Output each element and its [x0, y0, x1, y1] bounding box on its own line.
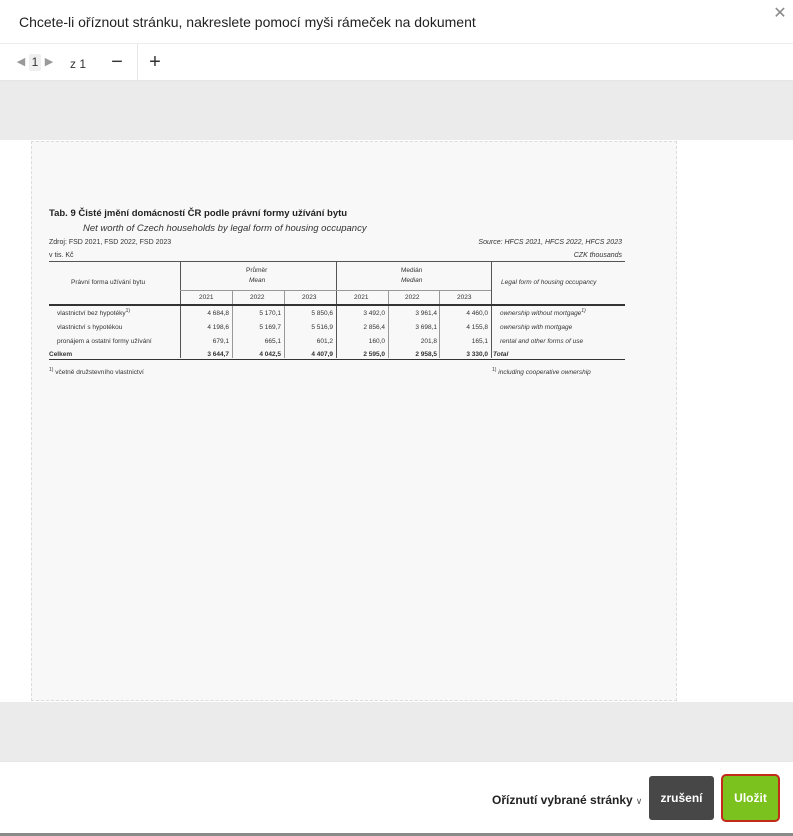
row-label-en: ownership with mortgage — [500, 324, 573, 331]
header-rule — [49, 304, 625, 306]
save-button[interactable]: Uložit — [721, 774, 780, 822]
table-cell: 3 492,0 — [363, 310, 385, 317]
table-top-rule — [49, 261, 625, 262]
document-viewer[interactable] — [0, 81, 793, 761]
row-label: vlastnictví s hypotékou — [57, 324, 123, 331]
zoom-in-button[interactable]: + — [149, 51, 161, 73]
toolbar — [0, 44, 793, 81]
table-cell: 165,1 — [471, 338, 488, 345]
mean-label-cz: Průměr — [246, 267, 268, 274]
dialog-title: Chcete-li oříznout stránku, nakreslete pomocí myši rámeček na dokument — [19, 14, 476, 30]
table-cell: 160,0 — [368, 338, 385, 345]
next-page-icon[interactable]: ▶ — [44, 56, 54, 68]
table-cell: 4 684,8 — [207, 310, 229, 317]
year-header: 2021 — [354, 294, 369, 301]
table-cell: 3 961,4 — [415, 310, 437, 317]
unit-right: CZK thousands — [573, 252, 622, 259]
table-cell: 601,2 — [316, 338, 333, 345]
year-header: 2022 — [405, 294, 420, 301]
row-label: Celkem — [49, 351, 73, 358]
dialog-header — [0, 0, 793, 44]
previous-page-icon[interactable]: ◀ — [16, 56, 26, 68]
source-right: Source: HFCS 2021, HFCS 2022, HFCS 2023 — [478, 239, 622, 246]
table-cell: 3 644,7 — [207, 351, 229, 358]
mean-label-en: Mean — [249, 277, 266, 284]
crop-scope-dropdown[interactable]: Oříznutí vybrané stránky ∨ — [492, 793, 643, 807]
table-cell: 5 169,7 — [259, 324, 281, 331]
table-cell: 4 198,6 — [207, 324, 229, 331]
cancel-button[interactable]: zrušení — [649, 776, 714, 820]
col-divider — [491, 262, 492, 358]
table-cell: 5 850,6 — [311, 310, 333, 317]
dialog-footer — [0, 761, 793, 833]
current-page-field[interactable]: 1 — [29, 54, 41, 71]
table-cell: 3 330,0 — [466, 351, 488, 358]
median-label-cz: Medián — [401, 267, 423, 274]
table-cell: 4 042,5 — [259, 351, 281, 358]
source-left: Zdroj: FSD 2021, FSD 2022, FSD 2023 — [49, 239, 172, 246]
year-header: 2023 — [302, 294, 317, 301]
table-cell: 2 958,5 — [415, 351, 437, 358]
table-cell: 201,8 — [420, 338, 437, 345]
table-cell: 5 170,1 — [259, 310, 281, 317]
table-cell: 4 155,8 — [466, 324, 488, 331]
chevron-down-icon: ∨ — [635, 796, 643, 806]
close-icon[interactable]: ✕ — [773, 5, 787, 22]
table-cell: 3 698,1 — [415, 324, 437, 331]
table-cell: 4 407,9 — [311, 351, 333, 358]
table-subtitle: Net worth of Czech households by legal form of housing occupancy — [83, 223, 367, 234]
table-bottom-rule — [49, 359, 625, 360]
median-label-en: Median — [401, 277, 423, 284]
row-label-en: Total — [493, 351, 509, 358]
year-header: 2023 — [457, 294, 472, 301]
table-cell: 679,1 — [212, 338, 229, 345]
table-cell: 4 460,0 — [466, 310, 488, 317]
page-navigator — [14, 54, 56, 71]
table-cell: 5 516,9 — [311, 324, 333, 331]
toolbar-divider — [137, 44, 138, 81]
zoom-out-button[interactable]: − — [111, 51, 123, 73]
page-total: z 1 — [70, 57, 87, 71]
header-right: Legal form of housing occupancy — [501, 279, 597, 286]
row-label: vlastnictví bez hypotéky$^{1)}$ — [57, 308, 131, 318]
table-cell: 2 595,0 — [363, 351, 385, 358]
row-label-en: ownership without mortgage$^{1)}$ — [500, 308, 586, 318]
table-cell: 665,1 — [264, 338, 281, 345]
year-header: 2022 — [250, 294, 265, 301]
year-header: 2021 — [199, 294, 214, 301]
unit-left: v tis. Kč — [49, 252, 74, 259]
year-rule — [180, 290, 491, 291]
footnote-left: $^{1)}$ včetně družstevního vlastnictví — [49, 367, 144, 377]
table-title: Tab. 9 Čisté jmění domácností ČR podle právní formy užívání bytu — [49, 208, 348, 219]
row-label-en: rental and other forms of use — [500, 338, 584, 345]
header-left: Právní forma užívání bytu — [71, 279, 146, 286]
row-label: pronájem a ostatní formy užívání — [57, 338, 152, 345]
footnote-right: $^{1)}$ including cooperative ownership — [492, 367, 591, 377]
table-cell: 2 856,4 — [363, 324, 385, 331]
